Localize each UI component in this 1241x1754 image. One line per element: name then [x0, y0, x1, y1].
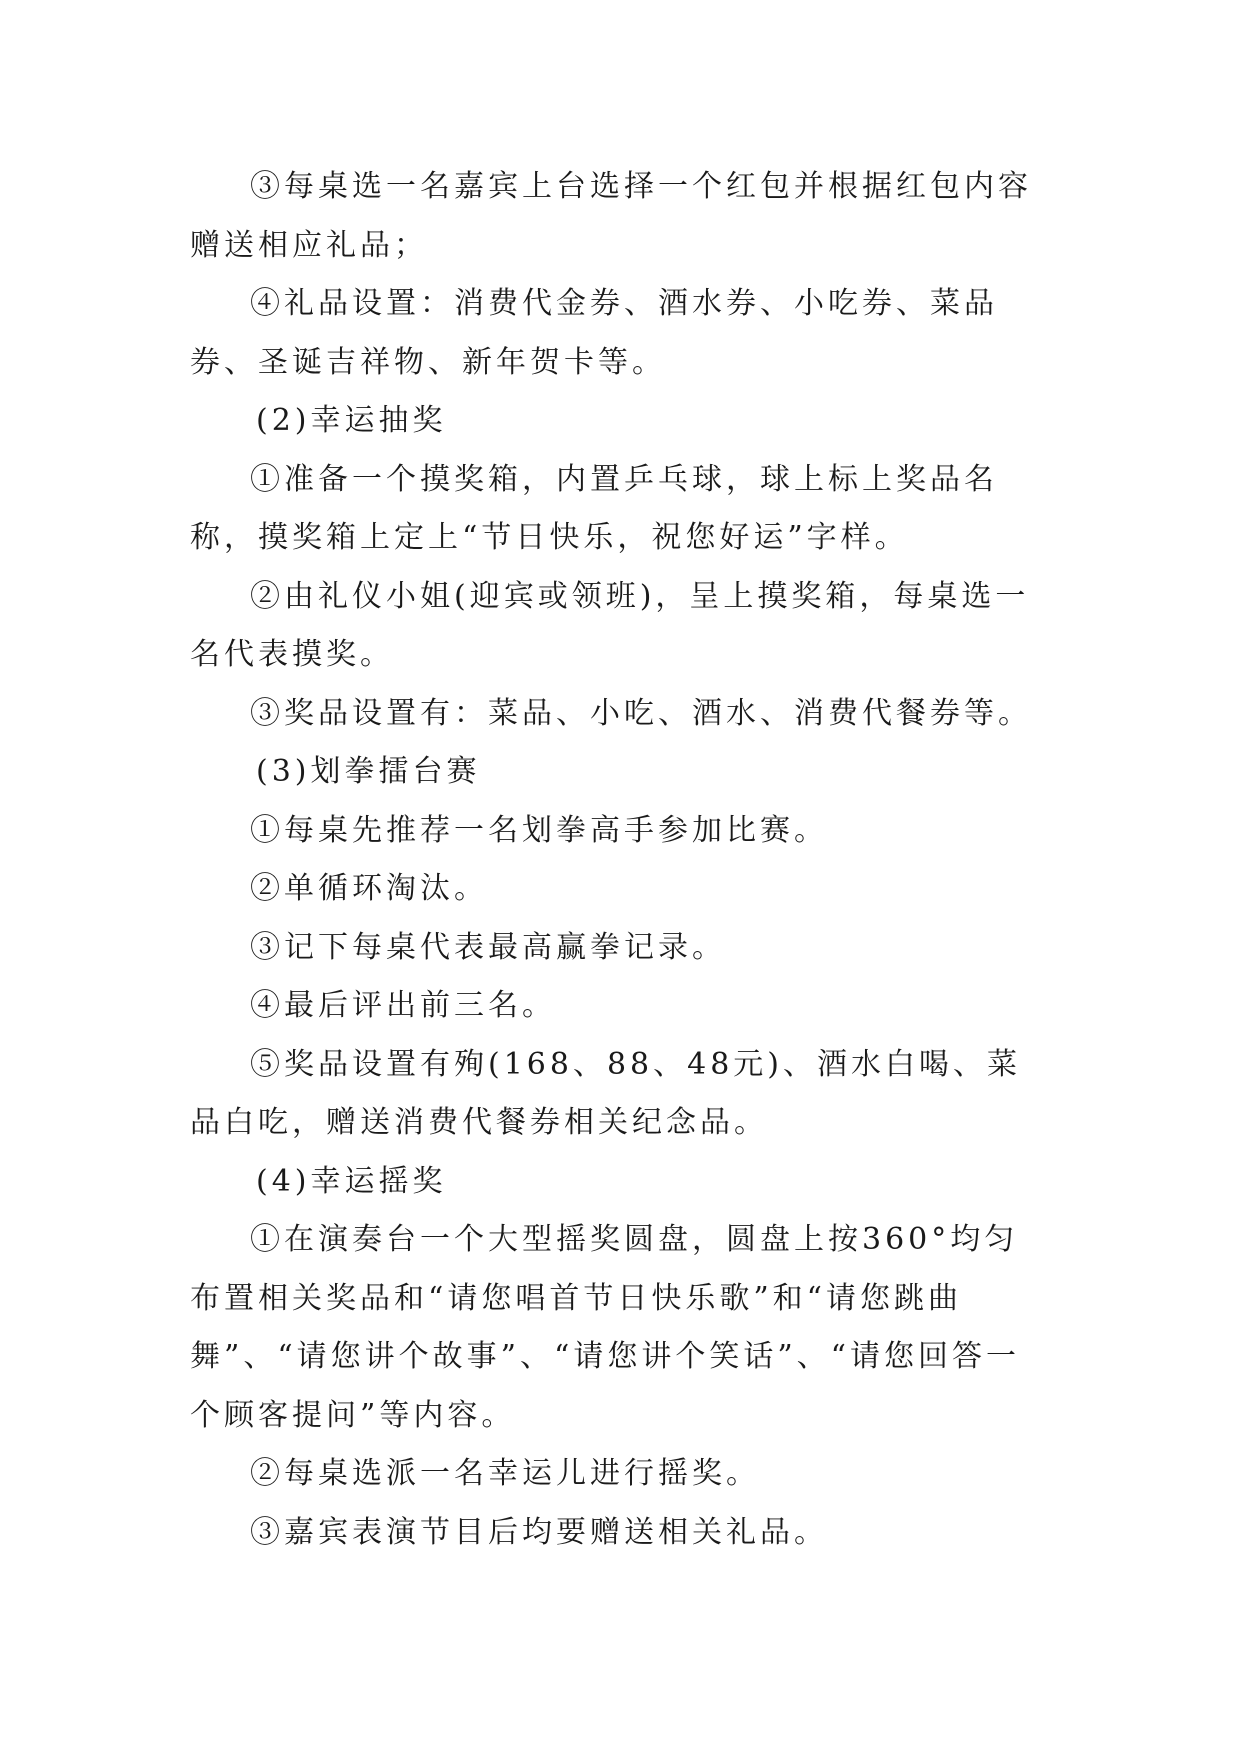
paragraph-gift-settings: ④礼品设置：消费代金券、酒水券、小吃券、菜品券、圣诞吉祥物、新年贺卡等。: [190, 286, 998, 380]
section-heading-lucky-draw: (2)幸运抽奖: [256, 403, 447, 438]
paragraph-performance-gifts: ③嘉宾表演节目后均要赠送相关礼品。: [250, 1514, 828, 1550]
section-heading-lucky-spin: (4)幸运摇奖: [256, 1163, 447, 1199]
paragraph-red-envelope-gift: ③每桌选一名嘉宾上台选择一个红包并根据红包内容赠送相应礼品；: [190, 169, 1032, 263]
paragraph-round-robin: ②单循环淘汰。: [250, 871, 488, 906]
paragraph-etiquette-lady: ②由礼仪小姐(迎宾或领班)，呈上摸奖箱，每桌选一名代表摸奖。: [190, 578, 1030, 672]
paragraph-select-lucky-one: ②每桌选派一名幸运儿进行摇奖。: [250, 1456, 760, 1491]
paragraph-spin-wheel: ①在演奏台一个大型摇奖圆盘，圆盘上按360°均匀布置相关奖品和“请您唱首节日快乐歌”和“请您跳曲舞”、“请您讲个故事”、“请您讲个笑话”、“请您回答一个顾客提问”等内容。: [190, 1222, 1021, 1433]
paragraph-draw-box: ①准备一个摸奖箱，内置乒乓球，球上标上奖品名称，摸奖箱上定上“节日快乐，祝您好运”字样。: [190, 461, 998, 555]
document-body: [190, 158, 1050, 1562]
paragraph-contest-prizes: ⑤奖品设置有殉(168、88、48元)、酒水白喝、菜品白吃，赠送消费代餐券相关纪念品。: [190, 1046, 1022, 1140]
section-heading-finger-guessing: (3)划拳擂台赛: [256, 754, 481, 789]
paragraph-recommend-player: ①每桌先推荐一名划拳高手参加比赛。: [250, 812, 828, 848]
paragraph-top-three: ④最后评出前三名。: [250, 988, 556, 1023]
paragraph-prize-settings: ③奖品设置有：菜品、小吃、酒水、消费代餐券等。: [250, 695, 1032, 731]
paragraph-record-wins: ③记下每桌代表最高赢拳记录。: [250, 929, 726, 965]
